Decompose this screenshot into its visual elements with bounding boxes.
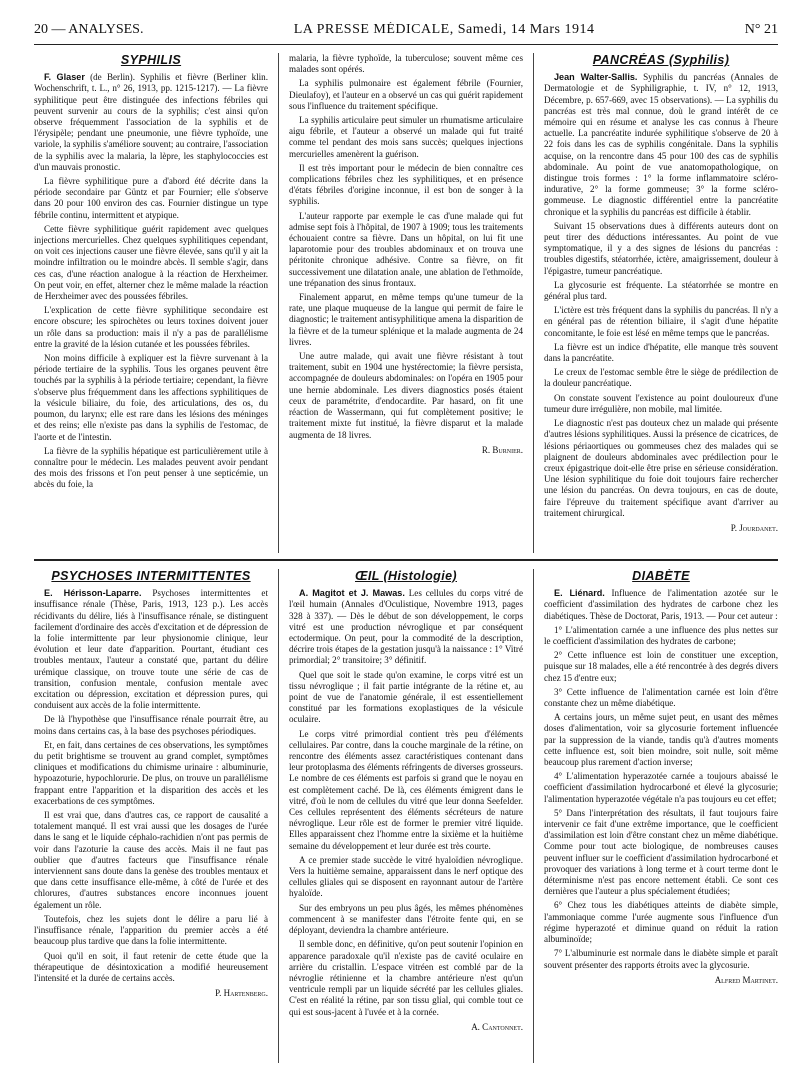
author-signature: R. Burnier. bbox=[481, 444, 523, 455]
article-author: A. Magitot et J. Mawas. bbox=[299, 588, 405, 599]
newspaper-page bbox=[34, 22, 778, 1066]
paragraph: Il est vrai que, dans d'autres cas, ce rapport de causalité a totalement manqué. Il est vrai aussi que les dosages de l'urée dans le sang et le liquide céphalo-rachidien n'ont pas permis de voir dans l'azoturie la cause des accès. Mais il ne faut pas oublier que d'autres facteurs que l'insuffisance rénale interviennent sans doute dans la genèse des troubles mentaux et que dans cette insuffisance elle-même, à côté de l'urée et des chlorures, d'autres substances encore inconnues jouent également un rôle. bbox=[34, 810, 268, 910]
paragraph: 6° Chez tous les diabétiques atteints de diabète simple, l'ammoniaque comme l'urée augmente sous l'influence d'un régime hyperazoté et diminue quand on réduit la ration albuminoïde; bbox=[544, 900, 778, 945]
paragraph: Il est très important pour le médecin de bien connaître ces complications fébriles chez les syphilitiques, et en présence d'états fébriles d'origine inconnue, il est bon de songer à la syphilis. bbox=[289, 162, 523, 207]
paragraph: L'explication de cette fièvre syphilitique secondaire est encore obscure; les spirochètes ou leurs toxines doivent jouer un rôle dans sa production: mais il n'y a pas de parallélisme entre la gravité de la lésion cutanée et les poussées fébriles. bbox=[34, 305, 268, 349]
paragraph: Cette fièvre syphilitique guérit rapidement avec quelques injections mercurielles. Chez quelques syphilitiques cependant, on voit ces injections causer une fièvre élevée, sans qu'il y ait la moindre infiltration ou le moindre abcès. Il semble s'agir, dans ces cas, d'une réaction analogue à la réaction de Herxheimer. On peut voir, en effet, alterner chez le même malade la réaction de Herxheimer avec des poussées fébriles. bbox=[34, 223, 268, 302]
issue-number: N° 21 bbox=[744, 22, 778, 37]
paragraph: De là l'hypothèse que l'insuffisance rénale pourrait être, au moins dans certains cas, à la base des psychoses périodiques. bbox=[34, 714, 268, 736]
paragraph: Suivant 15 observations dues à différents auteurs dont on peut tirer des déductions intéressantes. Au point de vue symptomatique, il y a des signes de lésions du pancréas : troubles digestifs, stéatorrhée, ictère, amaigrissement, douleur à l'épigastre, tumeur pancréatique. bbox=[544, 220, 778, 276]
paragraph: Une autre malade, qui avait une fièvre résistant à tout traitement, subit en 1904 une hystérectomie; la fièvre persista, accompagnée de douleurs abdominales: on l'opéra en 1905 pour une hernie abdominale. Les divers diagnostics posés étaient ceux de paramétrite, d'endocardite. Par hasard, on fit une réaction de Wassermann, qui fut complètement positive; le traitement mixte fut institué, la fièvre disparut et la malade augmenta de 18 livres. bbox=[289, 351, 523, 440]
paragraph: 2° Cette influence est loin de constituer une exception, puisque sur 18 malades, elle a été rencontrée à des degrés divers chez 15 d'entre eux; bbox=[544, 650, 778, 683]
page-number-section: 20 — ANALYSES. bbox=[34, 22, 144, 37]
paragraph: 4° L'alimentation hyperazotée carnée a toujours abaissé le coefficient d'assimilation hydrocarboné et élevé la glycosurie; l'alimentation hyperazotée végétale n'a pas toujours eu cet effet; bbox=[544, 771, 778, 804]
paragraph: Le corps vitré primordial contient très peu d'éléments cellulaires. Par contre, dans la couche marginale de la rétine, on rencontre des éléments assez caractéristiques contenant dans leur protoplasma des éléments réfringents de diverses grosseurs. Le nombre de ces éléments est parfois si grand que le noyau en est complètement caché. De là, ces éléments émigrent dans le vitré, d'où le nom de cellules du vitré que leur donna Seefelder. Ces cellules représentent des éléments sécréteurs de nature névroglique. Leur rôle est de former le premier vitré liquide. Elles apparaissent chez l'homme entre la sixième et la huitième semaine du développement et leur durée est très courte. bbox=[289, 728, 523, 851]
column-divider bbox=[278, 53, 279, 553]
paragraph: La syphilis articulaire peut simuler un rhumatisme articulaire aigu fébrile, et l'auteur a observé un malade qui fut traité comme tel pendant des mois sans succès; quelques injections mercurielles amenèrent la guérison. bbox=[289, 115, 523, 159]
paragraph: Toutefois, chez les sujets dont le délire a paru lié à l'insuffisance rénale, l'apparition du premier accès a été beaucoup plus tardive que dans la folie intermittente. bbox=[34, 913, 268, 947]
column-syphilis-2 bbox=[289, 53, 523, 553]
paragraph: Non moins difficile à expliquer est la fièvre survenant à la période tertiaire de la syphilis. Tous les organes peuvent être touchés par la syphilis à la période tertiaire; cependant, la fièvre s'observe plus fréquemment dans les affections syphilitiques de la vésicule biliaire, du foie, des articulations, des os, du poumon, du larynx; elle est rare dans les lésions des méninges et des reins; elle n'existe pas dans la syphilis de l'estomac, de l'aorte et de l'intestin. bbox=[34, 353, 268, 442]
column-oeil bbox=[289, 569, 523, 1063]
author-signature: P. Jourdanet. bbox=[730, 522, 778, 533]
paragraph: L'ictère est très fréquent dans la syphilis du pancréas. Il n'y a en général pas de rétention biliaire, il s'agit d'une hépatite concomitante, le foie est lésé en même temps que le pancréas. bbox=[544, 305, 778, 338]
article-lead bbox=[544, 72, 778, 218]
publication-title: LA PRESSE MÉDICALE, Samedi, 14 Mars 1914 bbox=[293, 22, 595, 37]
column-syphilis-1 bbox=[34, 53, 268, 553]
column-pancreas bbox=[544, 53, 778, 553]
article-lead bbox=[544, 588, 778, 622]
paragraph: Et, en fait, dans certaines de ces observations, les symptômes du petit brightisme se trouvent au grand complet, symptômes cliniques et modifications du chimisme urinaire : albuminurie, hypoazoturie, hypochlorurie. De plus, on trouve un parallélisme frappant entre l'apparition et la disparition des accès et les exacerbations de ces symptômes. bbox=[34, 739, 268, 806]
article-lead bbox=[34, 72, 268, 173]
author-signature: Alfred Martinet. bbox=[714, 974, 778, 985]
paragraph: La fièvre de la syphilis hépatique est particulièrement utile à connaître pour le médecin. Les malades peuvent avoir pendant des mois des frissons et l'on peut penser à une septicémie, un abcès du foie, la bbox=[34, 445, 268, 490]
section-heading-diabete: DIABÈTE bbox=[632, 569, 690, 583]
paragraph: La syphilis pulmonaire est également fébrile (Fournier, Dieulafoy), et l'auteur en a observé un cas qui guérit rapidement sous l'influence du traitement spécifique. bbox=[289, 78, 523, 111]
paragraph: 5° Dans l'interprétation des résultats, il faut toujours faire intervenir ce fait d'une extrême importance, que le coefficient d'assimilation est loin d'être constant chez un même diabétique. Comme pour tout acte biologique, de nombreuses causes peuvent influer sur le coefficient d'assimilation hydrocarboné et provoquer des variations à long terme et à court terme dont le déterminisme n'est pas encore nettement établi. Ce sont ces dernières que l'auteur a plus spécialement étudiées; bbox=[544, 807, 778, 897]
paragraph: A certains jours, un même sujet peut, en usant des mêmes doses d'alimentation, voir sa glycosurie fortement influencée par la suppression de la viande, tandis qu'à d'autres moments cette influence est, soit bien moindre, soit nulle, soit même beaucoup plus rarement d'action inverse; bbox=[544, 712, 778, 768]
section-heading-oeil: ŒIL (Histologie) bbox=[355, 569, 457, 583]
author-signature: A. Cantonnet. bbox=[471, 1021, 523, 1032]
paragraph: 7° L'albuminurie est normale dans le diabète simple et paraît souvent présenter des rapports étroits avec la glycosurie. bbox=[544, 948, 778, 970]
column-psychoses bbox=[34, 569, 268, 1063]
page-header bbox=[34, 22, 778, 45]
article-author: E. Liénard. bbox=[554, 588, 605, 599]
article-author: F. Glaser bbox=[44, 72, 85, 83]
lower-section bbox=[34, 569, 778, 1063]
column-divider bbox=[533, 569, 534, 1063]
article-lead bbox=[289, 588, 523, 666]
article-intro: Influence de l'alimentation azotée sur le coefficient d'assimilation des hydrates de carbone chez les diabétiques. Thèse de Doctorat, Paris, 1913. — Pour cet auteur : bbox=[544, 588, 778, 621]
paragraph: Le diagnostic n'est pas douteux chez un malade qui présente d'autres lésions syphilitiques. Aussi la présence de cicatrices, de lésions périaortiques ou gommeuses chez des malades qui se plaignent de douleurs abdominales avec prédilection pour le creux épigastrique doit-elle être prise en sérieuse considération. Une lésion syphilitique du foie doit toujours faire rechercher une lésion du pancréas. On devra toujours, en cas de doute, faire l'épreuve du traitement spécifique avant d'arriver au traitement chirurgical. bbox=[544, 418, 778, 518]
section-heading-psychoses: PSYCHOSES INTERMITTENTES bbox=[51, 569, 251, 583]
paragraph: A ce premier stade succède le vitré hyaloïdien névroglique. Vers la huitième semaine, apparaissent dans le nerf optique des cellules gliales qui se disposent en rayonnant autour de l'artère hyaloïde. bbox=[289, 854, 523, 899]
author-signature: P. Hartenberg. bbox=[215, 988, 268, 999]
column-divider bbox=[533, 53, 534, 553]
column-divider bbox=[278, 569, 279, 1063]
article-lead bbox=[34, 588, 268, 711]
section-separator bbox=[34, 559, 778, 561]
paragraph: La glycosurie est fréquente. La stéatorrhée se montre en général plus tard. bbox=[544, 279, 778, 302]
section-heading-pancreas: PANCRÉAS (Syphilis) bbox=[592, 53, 730, 67]
article-intro: Syphilis du pancréas (Annales de Dermatologie et de Syphiligraphie, t. IV, n° 12, 1913, Décembre, p. 657-669, avec 15 observations). — La syphilis du pancréas est très mal connue, doù le grand intérêt de ce mémoire qui en résume et analyse les cas connus à l'heure actuelle. La pancréatite indurée syphilitique s'observe de 20 à 22 fois dans les cas de syphilis congénitale. Dans la syphilis acquise, on la rencontre dans 45 pour 100 des cas de syphilis abdominale. Au point de vue anatomopathologique, on distingue trois formes : 1° la forme inflammatoire scléro-indurative, 2° la forme gommeuse; 3° la forme scléro-gommeuse. Le diagnostic différentiel entre la pancréatite chronique et la syphilis du pancréas est difficile à établir. bbox=[544, 72, 778, 217]
paragraph: 3° Cette influence de l'alimentation carnée est loin d'être constante chez un même diabétique. bbox=[544, 686, 778, 709]
paragraph: Quel que soit le stade qu'on examine, le corps vitré est un tissu névroglique ; il fait partie intégrante de la rétine et, au point de vue de l'anatomie générale, il est essentiellement constitué par les formations exoplastiques de la vésicule oculaire. bbox=[289, 669, 523, 725]
paragraph: La fièvre syphilitique pure a d'abord été décrite dans la période secondaire par Güntz et par Fournier; elle s'observe dans 20 pour 100 environ des cas. Fournier distingue un type fébrile continu, intermittent et atypique. bbox=[34, 176, 268, 220]
paragraph: malaria, la fièvre typhoïde, la tuberculose; souvent même ces malades sont opérés. bbox=[289, 53, 523, 75]
paragraph: Il semble donc, en définitive, qu'on peut soutenir l'opinion en apparence paradoxale qu'il n'existe pas de cavité oculaire en arrière du cristallin. L'espace vitréen est comblé par de la névroglie rétinienne et la chambre antérieure n'est qu'un ventricule rempli par un liquide sécrété par les cellules gliales. C'est en réalité la rétine, par son tissu glial, qui comble tout ce qui est sous-jacent à l'uvée et à la cornée. bbox=[289, 939, 523, 1017]
article-intro: Psychoses intermittentes et insuffisance rénale (Thèse, Paris, 1913, 123 p.). Les accès récidivants du délire, liés à l'insuffisance rénale, se distinguent facilement d'ordinaire des accès d'excitation et de dépression de la folie intermittente par leur physionomie clinique, leur évolution et leur date d'apparition. Pourtant, étudiant ces troubles mentaux, l'auteur a constaté que, partant du délire urémique classique, on trouve toute une série de cas de transition, confusion mentale, confusion mentale avec excitation ou dépression, excitation et dépression pures, qui conduisent aux accès de la folie intermittente. bbox=[34, 588, 268, 711]
paragraph: Finalement apparut, en même temps qu'une tumeur de la rate, une plaque muqueuse de la langue qui permit de faire le diagnostic; le traitement antisyphilitique amena la disparition de la fièvre et de la tumeur splénique et la malade augmenta de 24 livres. bbox=[289, 292, 523, 347]
article-intro: (de Berlin). Syphilis et fièvre (Berliner klin. Wochenschrift, t. L., n° 26, 1913, pp. 1215-1217). — La fièvre syphilitique peut être distinguée des infections fébriles qui peuvent survenir au cours de la syphilis; c'est ainsi qu'on observe fréquemment l'association de la syphilis et de l'érysipèle; pendant une pneumonie, une fièvre typhoïde, une variole, la syphilis s'améliore souvent; au contraire, l'association de la syphilis avec la malaria, la lèpre, les staphylococcies est d'un mauvais pronostic. bbox=[34, 72, 268, 172]
column-diabete bbox=[544, 569, 778, 1063]
upper-section bbox=[34, 53, 778, 553]
paragraph: 1° L'alimentation carnée a une influence des plus nettes sur le coefficient d'assimilation des hydrates de carbone; bbox=[544, 624, 778, 647]
article-author: Jean Walter-Sallis. bbox=[554, 72, 638, 83]
paragraph: Sur des embryons un peu plus âgés, les mêmes phénomènes commencent à se manifester dans l'étroite fente qui, en se déployant, deviendra la chambre antérieure. bbox=[289, 902, 523, 936]
section-heading-syphilis: SYPHILIS bbox=[120, 53, 182, 67]
article-author: E. Hérisson-Laparre. bbox=[44, 588, 142, 599]
paragraph: La fièvre est un indice d'hépatite, elle manque très souvent dans la pancréatite. bbox=[544, 341, 778, 364]
paragraph: Le creux de l'estomac semble être le siège de prédilection de la douleur pancréatique. bbox=[544, 367, 778, 389]
paragraph: L'auteur rapporte par exemple le cas d'une malade qui fut admise sept fois à l'hôpital, de 1907 à 1909; tous les traitements échouaient contre sa fièvre. Dans un hôpital, on lui fit une laparotomie pour des troubles abdominaux et on trouva une péritonite chronique adhésive. Contre sa fièvre, on fit successivement une dilatation anale, une ablation de l'ethmoïde, une trépanation des sinus frontaux. bbox=[289, 210, 523, 288]
article-intro: Les cellules du corps vitré de l'œil humain (Annales d'Oculistique, Novembre 1913, pages 328 à 337). — Dès le début de son développement, le corps vitré est une production névroglique et par conséquent ectodermique. On peut, pour la commodité de la description, décrire trois étapes de la gestation jusqu'à la naissance : 1° Vitré primordial; 2° transitoire; 3° définitif. bbox=[289, 588, 523, 666]
paragraph: Quoi qu'il en soit, il faut retenir de cette étude que la thérapeutique de désintoxication a modifié heureusement l'intensité et la durée de certains accès. bbox=[34, 950, 268, 983]
paragraph: On constate souvent l'existence au point douloureux d'une tumeur dure irrégulière, non mobile, mal limitée. bbox=[544, 392, 778, 414]
